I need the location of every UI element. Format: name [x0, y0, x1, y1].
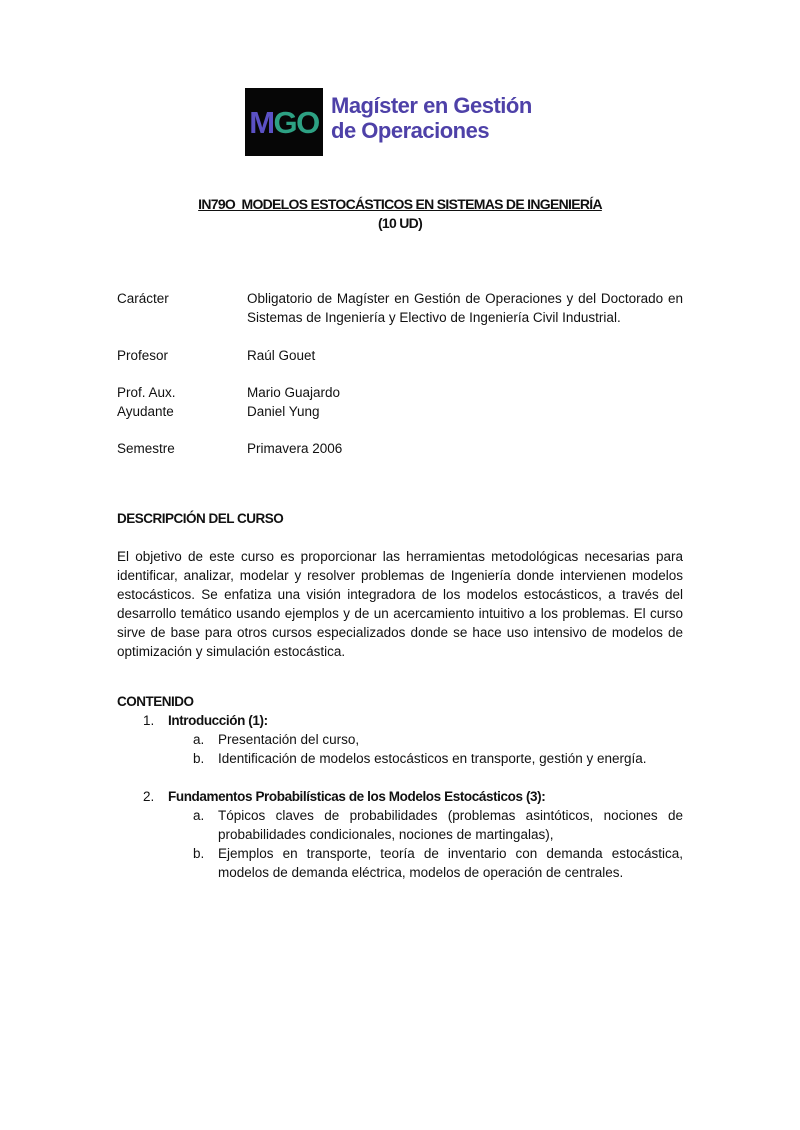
course-title: IN79O MODELOS ESTOCÁSTICOS EN SISTEMAS DE INGENIERÍA	[198, 196, 602, 212]
description-paragraph: El objetivo de este curso es proporcionar las herramientas metodológicas necesarias para identificar, analizar, modelar y resolver problemas de Ingeniería donde intervienen modelos estocásticos. Se enfatiza una visión integradora de los modelos estocásticos, a través del desarrollo temático usando ejemplos y de un acercamiento intuitivo a los problemas. El curso sirve de base para otros cursos especializados donde se hace uso intensivo de modelos de optimización y simulación estocástica.	[117, 549, 683, 659]
info-row-profesor	[117, 346, 683, 365]
info-row-caracter	[117, 289, 683, 327]
info-row-ayudante	[117, 402, 683, 421]
content-subitem-2b	[193, 844, 683, 882]
content-subitem-1b	[193, 749, 683, 768]
logo-wordmark-line2: de Operaciones	[331, 118, 490, 143]
item-number: 1.	[143, 713, 155, 728]
subitem-text: Ejemplos en transporte, teoría de inventario con demanda estocástica, modelos de demanda eléctrica, modelos de operación de centrales.	[218, 846, 683, 880]
logo-letter-m: M	[249, 104, 274, 140]
content-item-2	[143, 787, 683, 806]
subitem-text: Identificación de modelos estocásticos en transporte, gestión y energía.	[218, 751, 647, 766]
item-title: Fundamentos Probabilísticas de los Modelos Estocásticos (3):	[168, 789, 546, 804]
subitem-text: Tópicos claves de probabilidades (problemas asintóticos, nociones de probabilidades condicionales, nociones de martingalas),	[218, 808, 683, 842]
info-label: Prof. Aux.	[117, 385, 176, 400]
logo-letters-go: GO	[273, 104, 319, 140]
subitem-letter: b.	[193, 751, 205, 766]
content-subitem-2a	[193, 806, 683, 844]
mgo-logo	[245, 88, 800, 156]
subitem-letter: a.	[193, 732, 205, 747]
info-value: Daniel Yung	[247, 404, 320, 419]
info-value: Raúl Gouet	[247, 348, 316, 363]
mgo-logo-icon	[245, 88, 323, 156]
info-value: Obligatorio de Magíster en Gestión de Operaciones y del Doctorado en Sistemas de Ingeniería y Electivo de Ingeniería Civil Industrial.	[247, 291, 683, 325]
subitem-letter: a.	[193, 808, 205, 823]
content-subitem-1a	[193, 730, 683, 749]
course-info	[117, 289, 683, 458]
info-value: Primavera 2006	[247, 441, 343, 456]
course-units: (10 UD)	[377, 215, 423, 231]
content-item-1	[143, 711, 683, 730]
description-heading: DESCRIPCIÓN DEL CURSO	[117, 511, 284, 526]
logo-wordmark	[331, 88, 532, 143]
contents-heading: CONTENIDO	[117, 694, 194, 709]
info-value: Mario Guajardo	[247, 385, 341, 400]
item-title: Introducción (1):	[168, 713, 268, 728]
item-number: 2.	[143, 789, 155, 804]
info-label: Semestre	[117, 441, 175, 456]
course-title-block	[0, 195, 800, 233]
logo-wordmark-line1: Magíster en Gestión	[331, 93, 532, 118]
spacer	[117, 768, 683, 787]
info-row-semestre	[117, 439, 683, 458]
subitem-letter: b.	[193, 846, 205, 861]
info-label: Ayudante	[117, 404, 174, 419]
info-label: Carácter	[117, 291, 169, 306]
info-row-prof-aux	[117, 383, 683, 402]
info-label: Profesor	[117, 348, 169, 363]
subitem-text: Presentación del curso,	[218, 732, 360, 747]
